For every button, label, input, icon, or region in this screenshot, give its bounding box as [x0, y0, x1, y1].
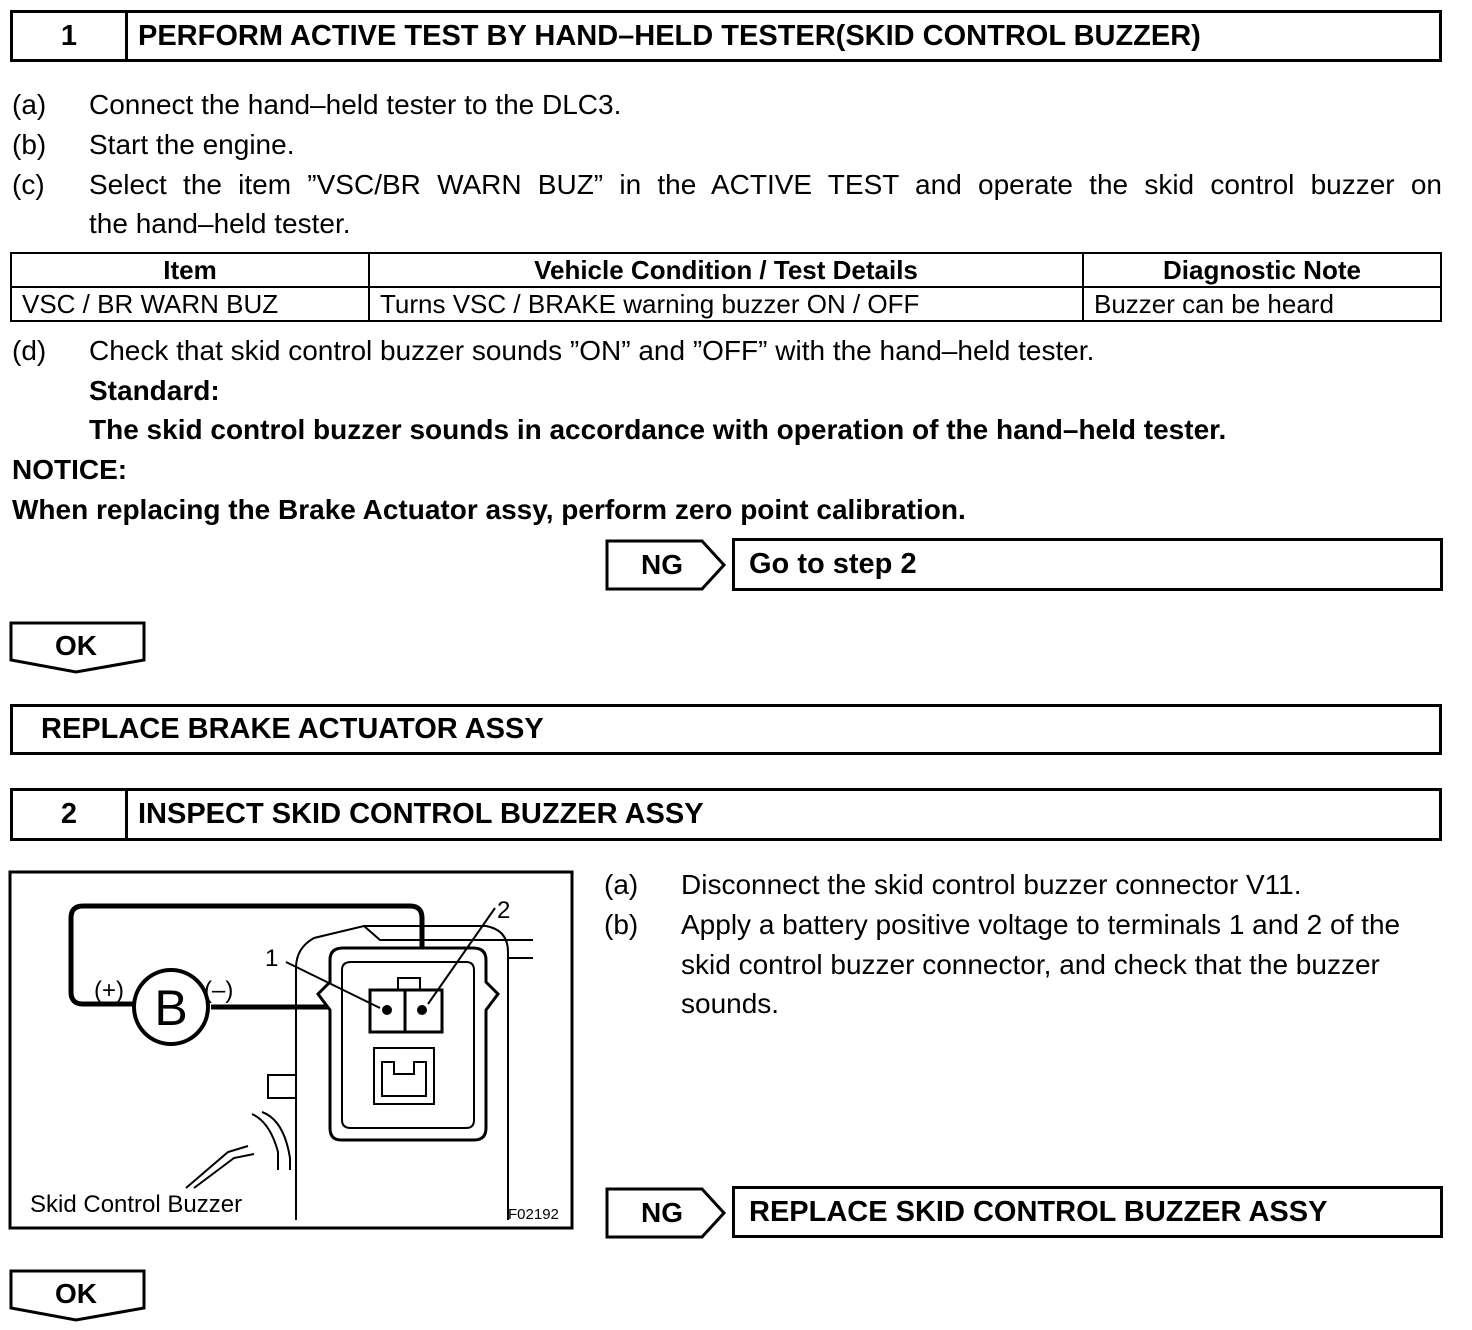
- step1-b-label: (b): [12, 129, 47, 160]
- step2-a-label: (a): [604, 869, 639, 900]
- connector-lock-tab: [398, 978, 420, 990]
- standard-label: Standard:: [89, 375, 220, 406]
- table-cell-item: VSC / BR WARN BUZ: [11, 287, 369, 321]
- table-header-row: [11, 253, 1441, 287]
- standard-text: The skid control buzzer sounds in accordance with operation of the hand–held tester.: [89, 414, 1227, 445]
- step2-b-label: (b): [604, 909, 639, 940]
- notice-label: NOTICE:: [12, 454, 128, 485]
- ng-result-step1: [732, 538, 1443, 591]
- table-header-item: Item: [11, 253, 369, 287]
- terminal-2-label: 2: [497, 897, 511, 924]
- buzzer-connector-diagram: [8, 870, 574, 1230]
- step1-c-label: (c): [12, 169, 45, 200]
- replace-brake-actuator-box: [10, 704, 1442, 755]
- step1-d-text: Check that skid control buzzer sounds ”ON” and ”OFF” with the hand–held tester.: [89, 335, 1095, 366]
- step1-c-text-cont: the hand–held tester.: [89, 208, 351, 239]
- figure-caption: Skid Control Buzzer: [30, 1191, 243, 1218]
- step2-a-text: Disconnect the skid control buzzer connector V11.: [681, 869, 1302, 900]
- step1-d-label: (d): [12, 335, 47, 366]
- ng-arrow-step1: [604, 538, 730, 592]
- ng-arrow-step2: [604, 1186, 730, 1240]
- terminal-2-pin: [417, 1005, 427, 1015]
- step1-number: 1: [13, 13, 128, 59]
- step2-title: INSPECT SKID CONTROL BUZZER ASSY: [138, 798, 704, 830]
- figure-code: F02192: [508, 1206, 559, 1223]
- mount-bracket: [268, 1075, 296, 1098]
- ok-label-step1: OK: [55, 630, 97, 661]
- table-cell-note: Buzzer can be heard: [1083, 287, 1441, 321]
- step2-b-line1: Apply a battery positive voltage to terminals 1 and 2 of the: [681, 909, 1401, 940]
- table-header-note: Diagnostic Note: [1083, 253, 1441, 287]
- ng-result-step2-text: REPLACE SKID CONTROL BUZZER ASSY: [749, 1195, 1328, 1228]
- table-row: [11, 287, 1441, 321]
- step2-number: 2: [13, 791, 128, 838]
- table-header-condition: Vehicle Condition / Test Details: [369, 253, 1083, 287]
- step2-b-line3: sounds.: [681, 988, 780, 1019]
- notice-text: When replacing the Brake Actuator assy, perform zero point calibration.: [12, 494, 966, 525]
- step1-header: [10, 10, 1442, 62]
- ng-result-step2: [732, 1186, 1443, 1238]
- ng-label-step1: NG: [641, 549, 683, 580]
- table-cell-condition: Turns VSC / BRAKE warning buzzer ON / OFF: [369, 287, 1083, 321]
- step2-header: [10, 788, 1442, 841]
- ok-arrow-step2: [8, 1268, 148, 1324]
- negative-label: (–): [204, 977, 234, 1004]
- step1-c-text: Select the item ”VSC/BR WARN BUZ” in the ACTIVE TEST and operate the skid control buzzer on: [89, 169, 1442, 200]
- active-test-table: [10, 252, 1442, 322]
- step1-b-text: Start the engine.: [89, 129, 295, 160]
- battery-letter: B: [154, 980, 188, 1036]
- step2-b-line2: skid control buzzer connector, and check that the buzzer: [681, 949, 1380, 980]
- positive-label: (+): [94, 977, 124, 1004]
- replace-brake-actuator-text: REPLACE BRAKE ACTUATOR ASSY: [41, 713, 544, 745]
- terminal-1-pin: [382, 1005, 392, 1015]
- connector-body: [318, 948, 498, 1140]
- step1-a-text: Connect the hand–held tester to the DLC3.: [89, 89, 622, 120]
- ng-result-step1-text: Go to step 2: [749, 548, 917, 580]
- step1-title: PERFORM ACTIVE TEST BY HAND–HELD TESTER(SKID CONTROL BUZZER): [138, 19, 1201, 52]
- ok-label-step2: OK: [55, 1278, 97, 1309]
- ok-arrow-step1: [8, 620, 148, 676]
- ng-label-step2: NG: [641, 1197, 683, 1228]
- terminal-1-label: 1: [265, 945, 279, 972]
- step1-a-label: (a): [12, 89, 47, 120]
